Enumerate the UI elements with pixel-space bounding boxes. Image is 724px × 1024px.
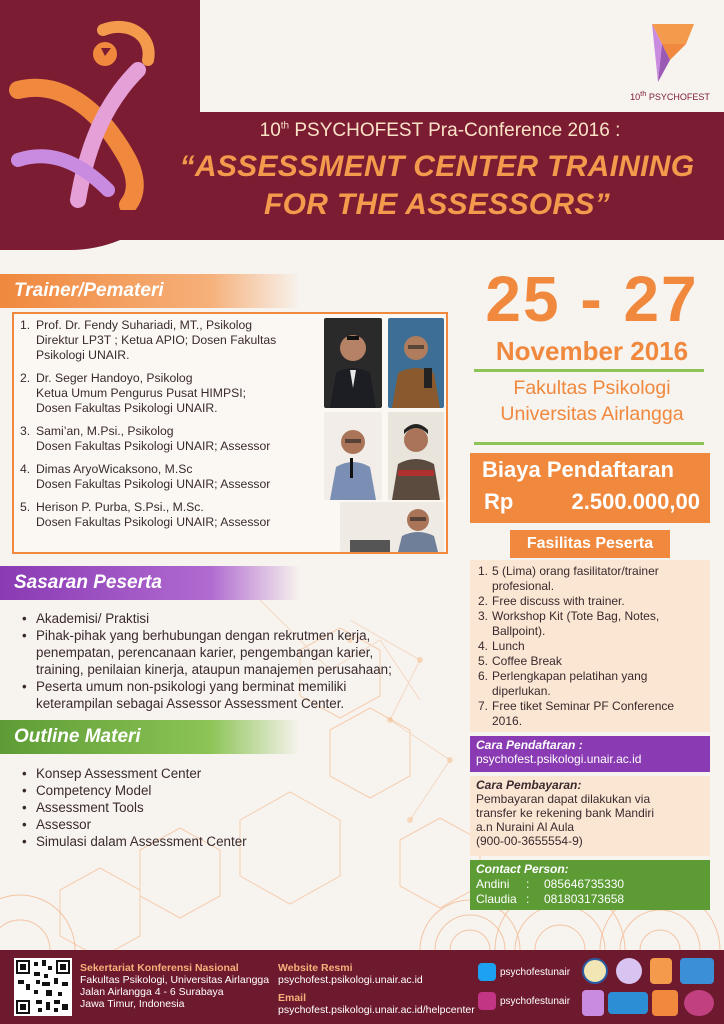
event-dates: 25 - 27: [485, 263, 699, 335]
facility-item: 1. 5 (Lima) orang fasilitator/trainer profesional.: [478, 564, 659, 593]
trainer-photo-4: [388, 412, 444, 500]
trainer-item: 1. Prof. Dr. Fendy Suhariadi, MT., Psikolog Direktur LP3T ; Ketua APIO; Dosen Fakultas Psikologi UNAIR.: [20, 318, 277, 362]
contact-row: Andini : 085646735330: [476, 877, 625, 891]
sponsor-logo-ebs: [652, 990, 678, 1016]
payment-line: a.n Nuraini Al Aula: [476, 820, 575, 834]
trainer-list: [20, 318, 320, 538]
facility-item: 3. Workshop Kit (Tote Bag, Notes, Ballpoint).: [478, 609, 660, 638]
outline-item: • Competency Model: [22, 783, 152, 798]
divider-top: [474, 369, 704, 372]
target-item: • Pihak-pihak yang berhubungan dengan rekrutmen kerja, penempatan, perencanaan karier, pengembangan karier, training, penilaian kinerja, ataupun manajemen perusahaan;: [22, 628, 392, 677]
contact-label: Contact Person:: [476, 862, 569, 876]
fee-currency: Rp: [484, 489, 514, 514]
email-link[interactable]: psychofest.psikologi.unair.ac.id/helpcenter: [278, 1004, 475, 1016]
outline-item: • Assessment Tools: [22, 800, 144, 815]
outline-item: • Simulasi dalam Assessment Center: [22, 834, 247, 849]
facilities-list: [478, 564, 706, 729]
trainer-item: 2. Dr. Seger Handoyo, Psikolog Ketua Umum Pengurus Pusat HIMPSI; Dosen Fakultas Psikologi UNAIR.: [20, 371, 246, 415]
website-block: Website Resmi psychofest.psikologi.unair.ac.id Email psychofest.psikologi.unair.ac.id/helpcenter: [278, 962, 475, 1016]
event-month: November 2016: [495, 336, 689, 366]
payment-line: Pembayaran dapat dilakukan via: [476, 792, 651, 806]
trainer-item: 3. Sami’an, M.Psi., Psikolog Dosen Fakultas Psikologi UNAIR; Assessor: [20, 424, 271, 453]
outline-list: [22, 765, 322, 850]
facility-item: 7. Free tiket Seminar PF Conference 2016.: [478, 699, 675, 728]
target-list: [22, 610, 462, 712]
payment-label: Cara Pembayaran:: [476, 778, 582, 792]
twitter-icon: [478, 963, 496, 981]
trainer-photo-5: [340, 502, 444, 552]
target-item: • Peserta umum non-psikologi yang berminat memiliki keterampilan sebagai Assessor Assessment Center.: [22, 679, 347, 711]
payment-box: [470, 776, 710, 856]
event-subtitle: 10th PSYCHOFEST Pra-Conference 2016 :: [259, 120, 621, 141]
trainer-heading: Trainer/Pemateri: [0, 274, 300, 308]
trainer-photo-3: [324, 412, 382, 500]
contact-phone[interactable]: 085646735330: [544, 877, 625, 891]
registration-box: [470, 736, 710, 772]
fee-amount: 2.500.000,00: [571, 489, 700, 514]
facility-item: 5. Coffee Break: [478, 654, 562, 668]
sponsor-logo-5: [582, 990, 604, 1016]
instagram-icon: [478, 992, 496, 1010]
target-heading: Sasaran Peserta: [0, 566, 300, 600]
sponsor-logo-op: [684, 990, 714, 1016]
fee-box: [470, 453, 710, 523]
payment-line: transfer ke rekening bank Mandiri: [476, 806, 655, 820]
contact-phone[interactable]: 081803173658: [544, 892, 625, 906]
footer: [0, 950, 724, 1024]
contact-row: Claudia : 081803173658: [476, 892, 625, 906]
facility-item: 6. Perlengkapan pelatihan yang diperlukan.: [478, 669, 648, 698]
facilities-heading: Fasilitas Peserta: [510, 530, 670, 558]
secretariat-block: Sekertariat Konferensi Nasional Fakultas Psikologi, Universitas Airlangga Jalan Airlangga 4 - 6 Surabaya Jawa Timur, Indonesia: [80, 962, 270, 1010]
sponsor-logo-2: [616, 958, 642, 984]
registration-link[interactable]: psychofest.psikologi.unair.ac.id: [476, 752, 642, 766]
event-title: “ASSESSMENT CENTER TRAINING FOR THE ASSESSORS”: [179, 150, 695, 221]
outline-heading: Outline Materi: [0, 720, 300, 754]
psychofest-x-logo: [8, 10, 158, 210]
target-item: • Akademisi/ Praktisi: [22, 611, 150, 626]
facility-item: 2. Free discuss with trainer.: [478, 594, 625, 608]
qr-code-icon[interactable]: [14, 958, 72, 1016]
trainer-photo-1: [324, 318, 382, 408]
trainer-item: 5. Herison P. Purba, S.Psi., M.Sc. Dosen Fakultas Psikologi UNAIR; Assessor: [20, 500, 271, 529]
sponsor-logo-3: [650, 958, 672, 984]
registration-label: Cara Pendaftaran :: [476, 738, 583, 752]
outline-item: • Assessor: [22, 817, 92, 832]
contact-box: [470, 860, 710, 910]
divider-bottom: [474, 442, 704, 445]
outline-item: • Konsep Assessment Center: [22, 766, 202, 781]
sponsor-logo-unair: [582, 958, 608, 984]
event-venue: Fakultas Psikologi Universitas Airlangga: [500, 377, 684, 425]
website-link[interactable]: psychofest.psikologi.unair.ac.id: [278, 974, 423, 986]
instagram-link[interactable]: psychofestunair: [478, 992, 570, 1010]
pf-brand-caption: 10th PSYCHOFEST: [630, 89, 710, 102]
pf-brand-icon: [648, 20, 698, 86]
trainer-item: 4. Dimas AryoWicaksono, M.Sc Dosen Fakultas Psikologi UNAIR; Assessor: [20, 462, 271, 491]
fee-title: Biaya Pendaftaran: [482, 457, 674, 482]
payment-account: (900-00-3655554-9): [476, 834, 583, 848]
sponsor-logo-4: [680, 958, 714, 984]
trainer-photo-2: [388, 318, 444, 408]
facility-item: 4. Lunch: [478, 639, 525, 653]
twitter-link[interactable]: psychofestunair: [478, 963, 570, 981]
sponsor-logo-apio: [608, 992, 648, 1014]
